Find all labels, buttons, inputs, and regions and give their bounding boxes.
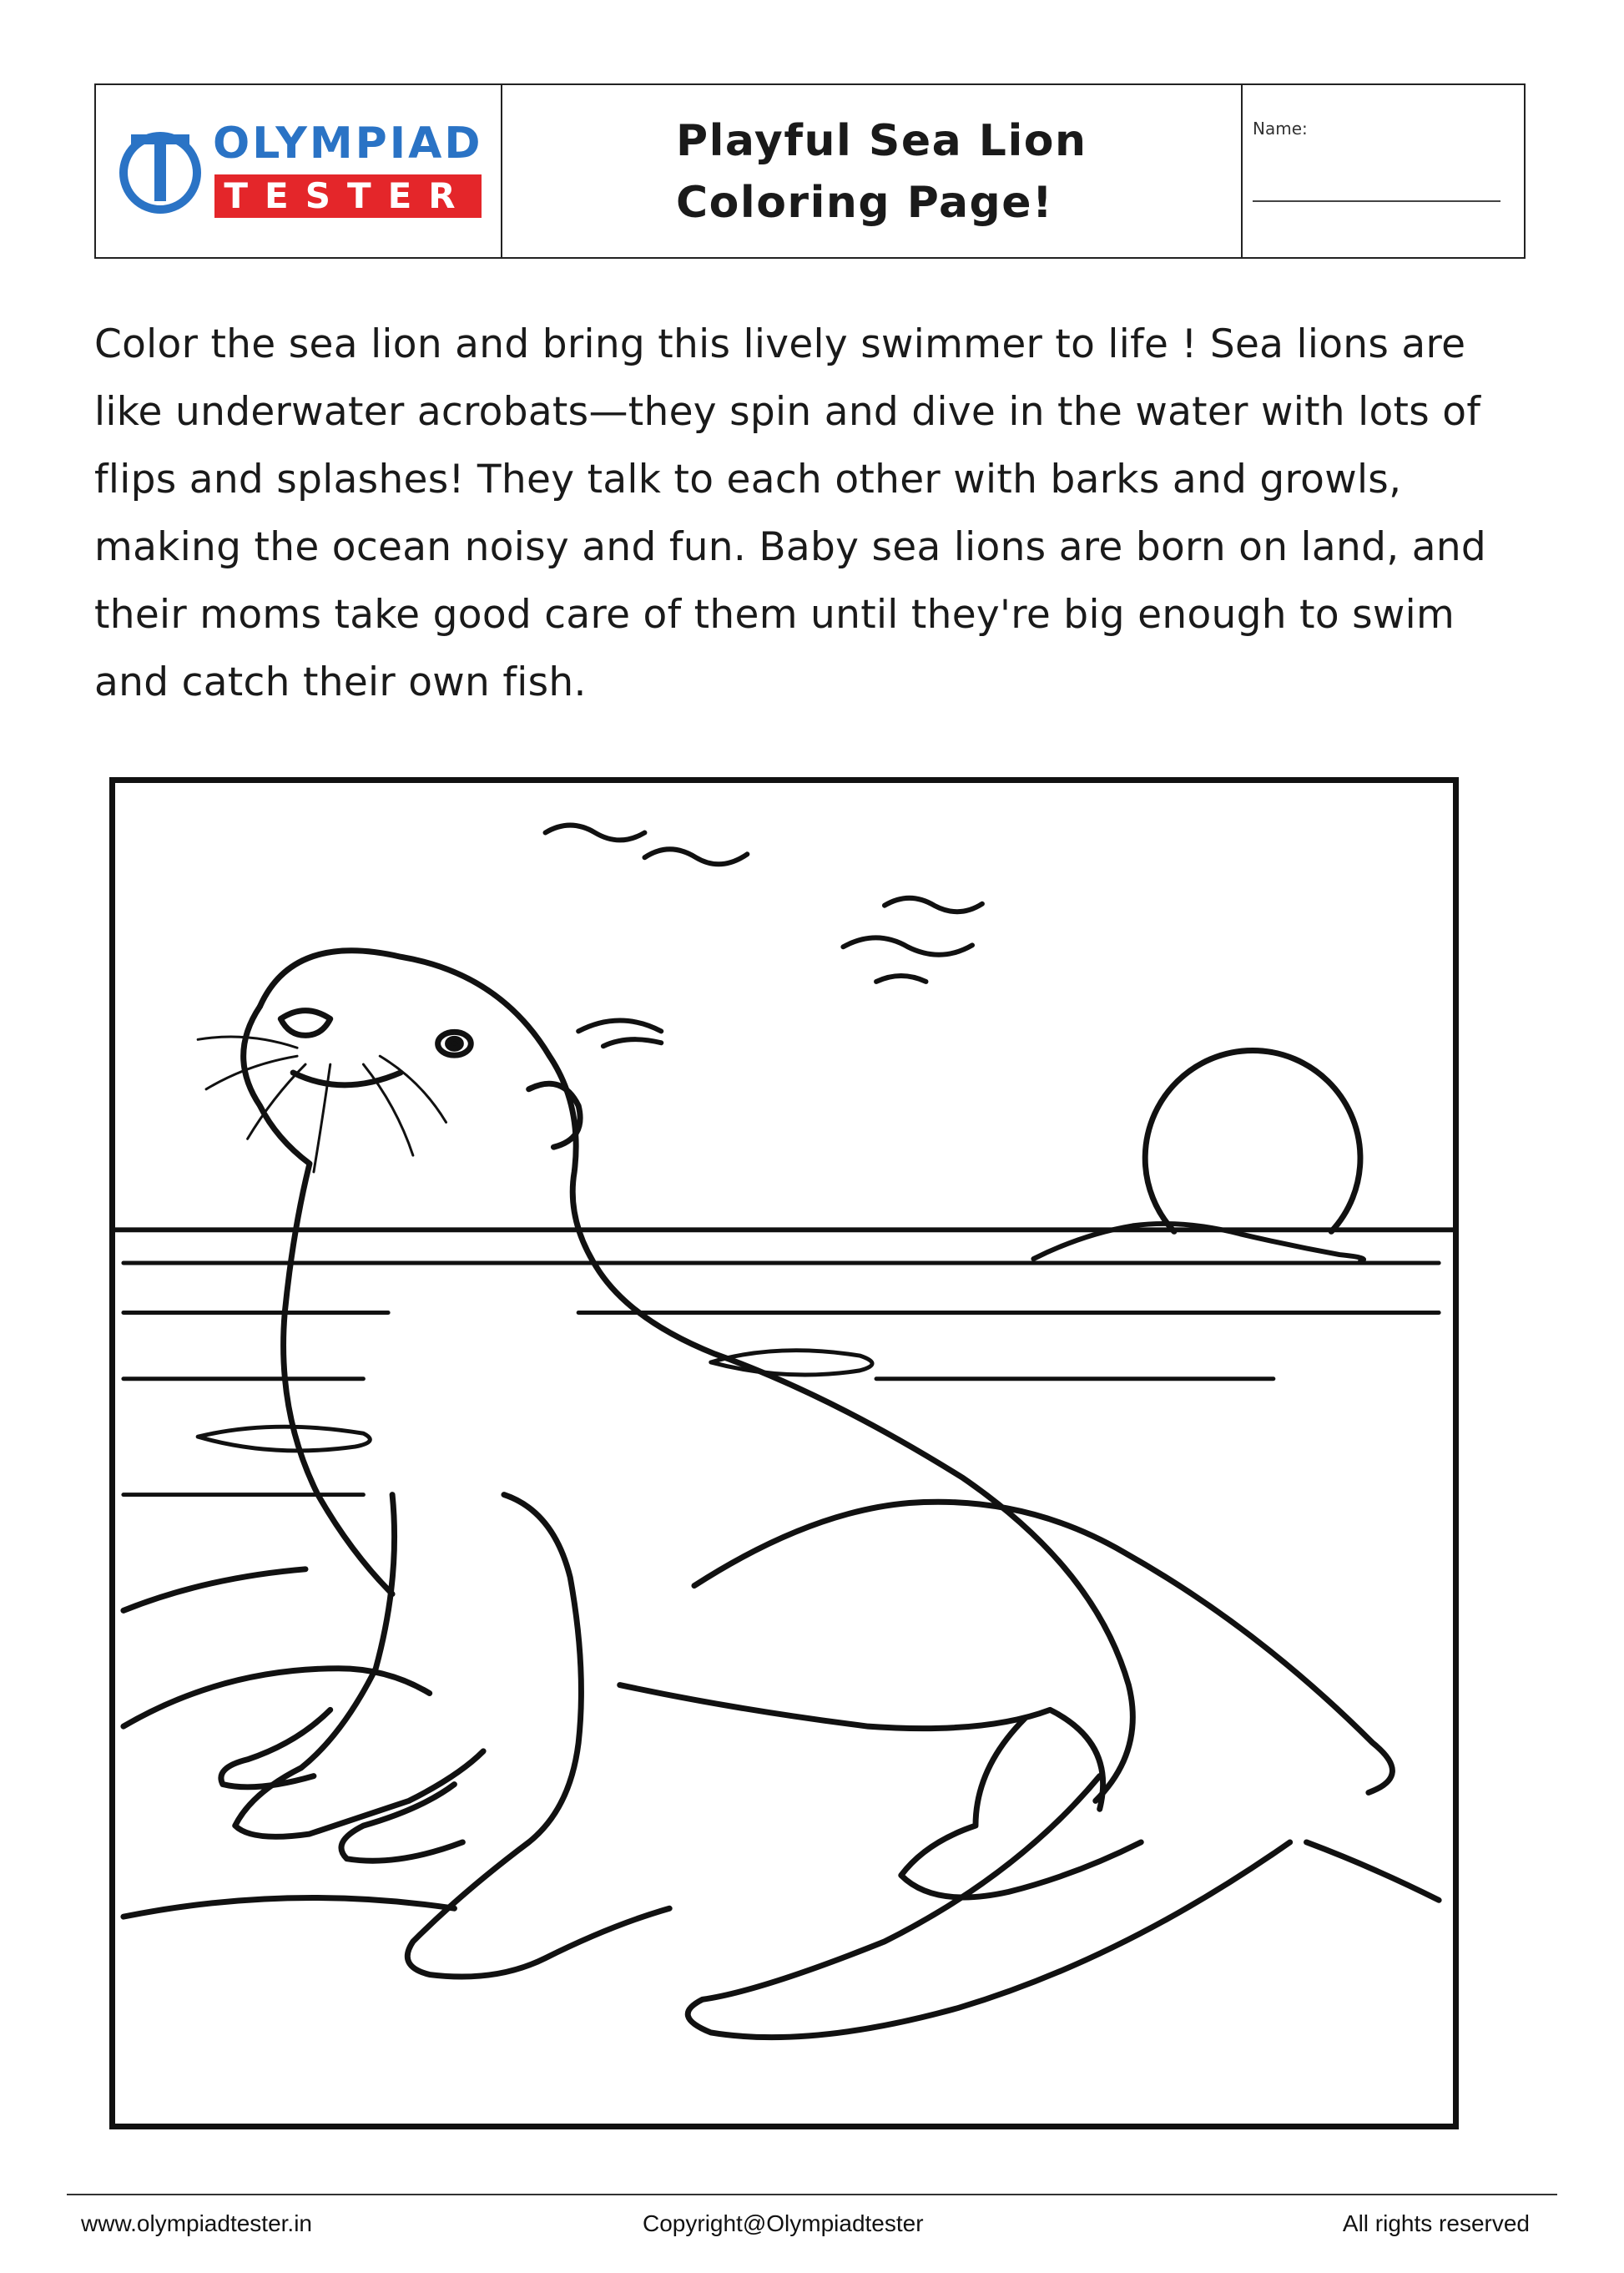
- setting-sun-icon: [1145, 1050, 1360, 1231]
- logo-word-tester: TESTER: [214, 174, 482, 218]
- footer-divider: [67, 2194, 1557, 2195]
- title-cell: [502, 85, 1243, 257]
- logo-word-olympiad: OLYMPIAD: [213, 119, 483, 169]
- name-write-line[interactable]: [1253, 200, 1500, 202]
- page-title-line-2: Coloring Page!: [676, 178, 1054, 228]
- coloring-illustration: [109, 777, 1459, 2129]
- footer-copyright: Copyright@Olympiadtester: [643, 2210, 924, 2236]
- footer-website[interactable]: www.olympiadtester.in: [81, 2210, 313, 2236]
- name-label: Name:: [1253, 119, 1308, 139]
- logo-cell: [96, 85, 502, 257]
- sea-lion-outline-drawing: [115, 783, 1453, 2124]
- page-title: [676, 110, 1087, 234]
- page-title-line-1: Playful Sea Lion: [676, 116, 1087, 166]
- olympiad-logo-icon: [114, 123, 206, 219]
- birds-icon: [545, 826, 981, 1047]
- ground-line: [124, 1842, 1439, 1917]
- worksheet-header: [94, 83, 1526, 259]
- footer-rights: All rights reserved: [1342, 2210, 1530, 2236]
- name-cell: [1243, 85, 1524, 257]
- intro-paragraph: Color the sea lion and bring this lively swimmer to life ! Sea lions are like underwater acrobats—they spin and dive in the water with lots of flips and splashes! They talk to each other with barks and growls, making the ocean noisy and fun. Baby sea lions are born on land, and their moms take good care of them until they're big enough to swim and catch their own fish.: [94, 321, 1487, 705]
